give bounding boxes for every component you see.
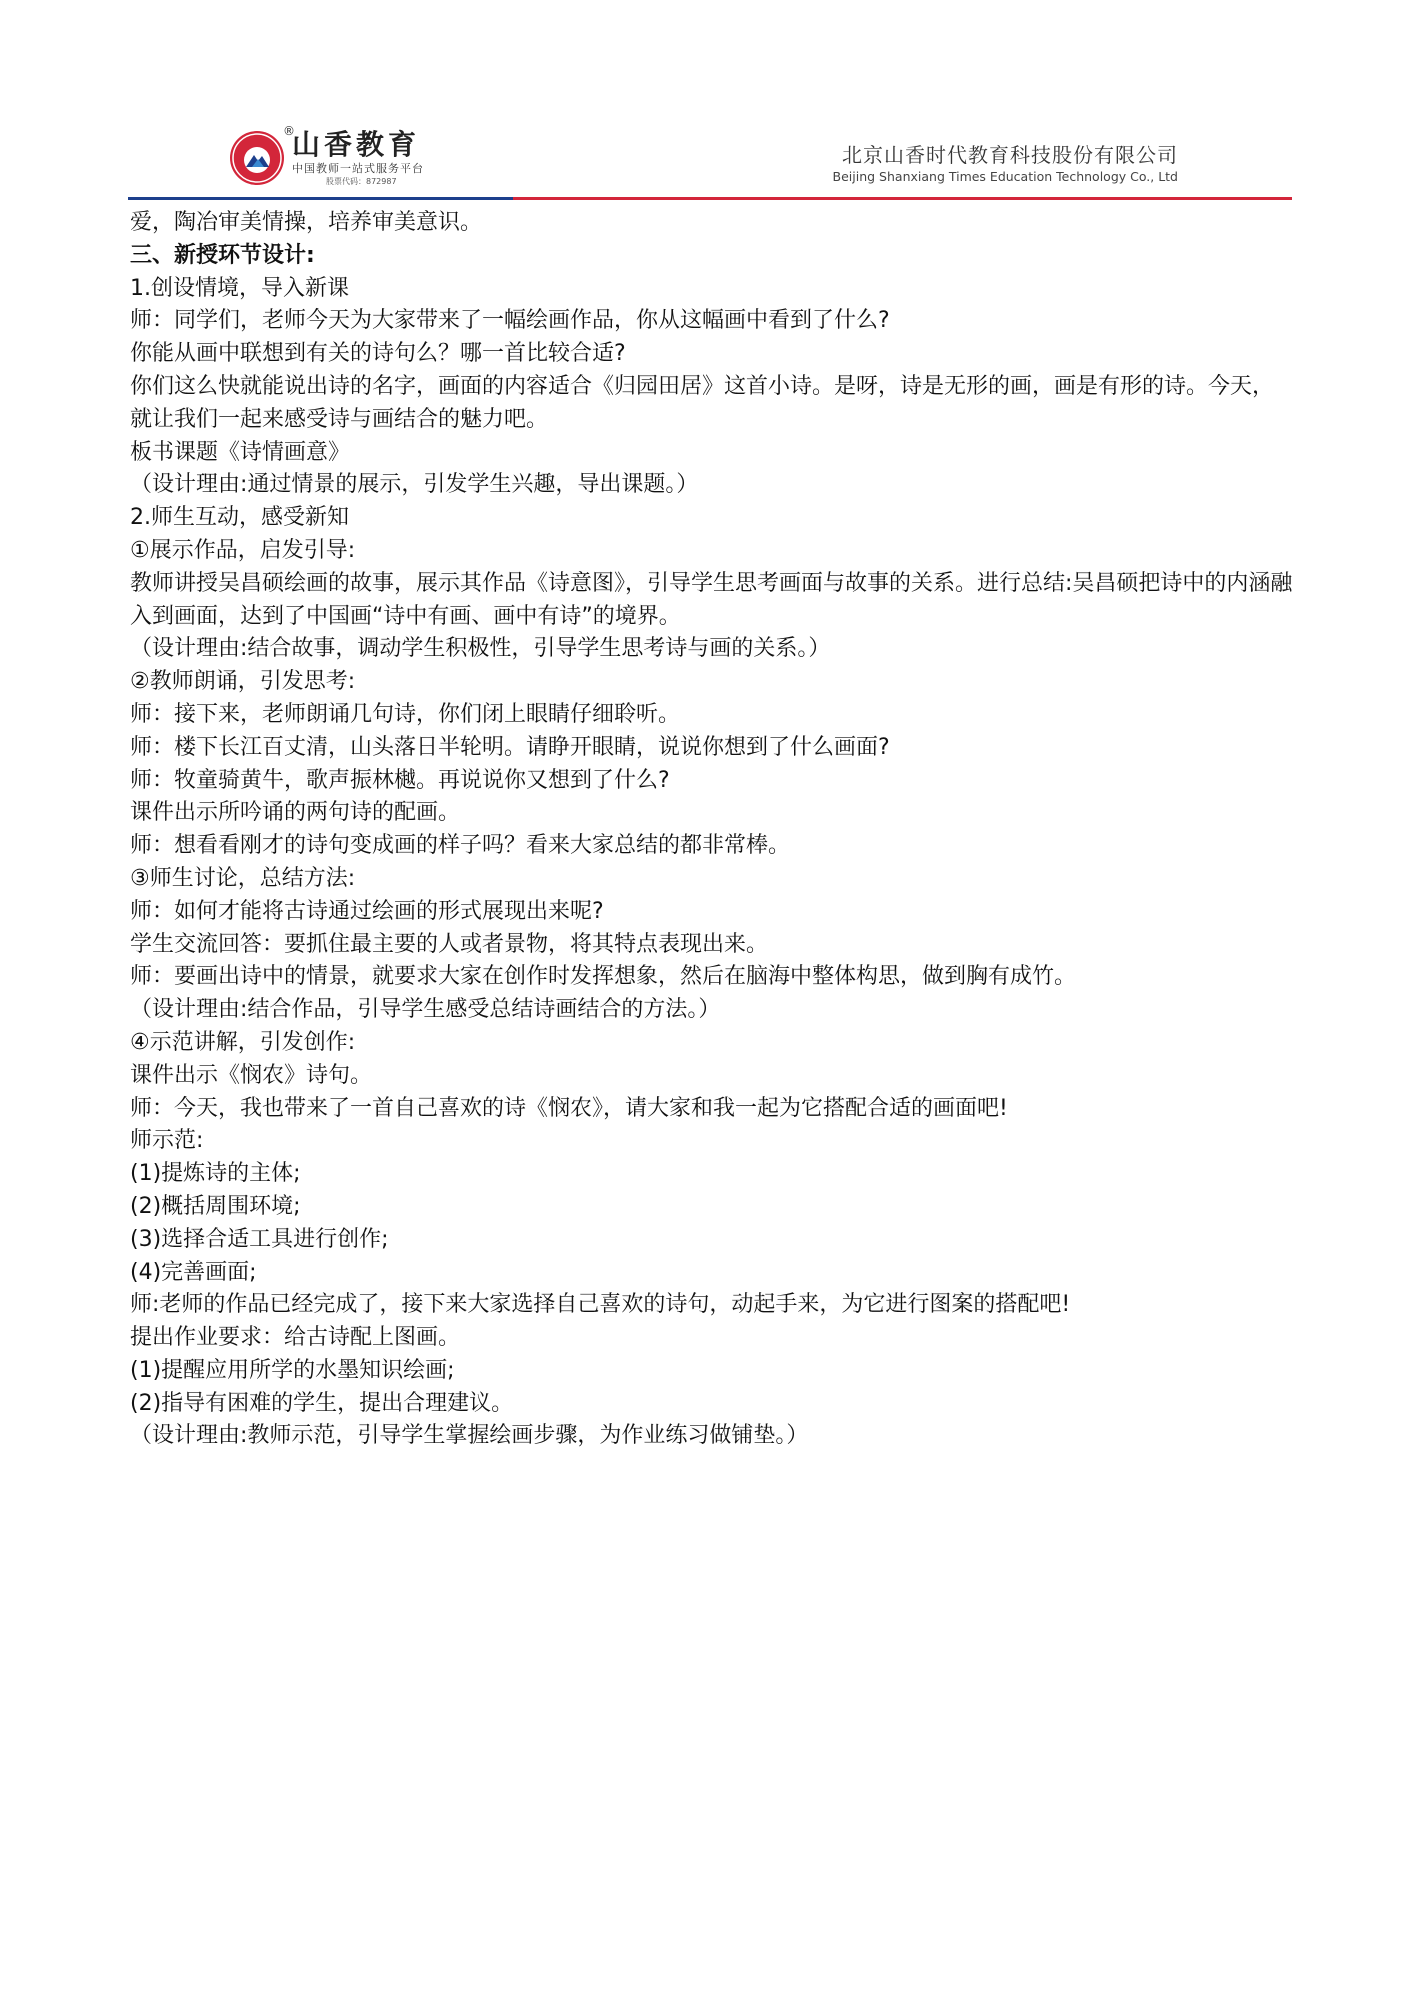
- text-line: 学生交流回答：要抓住最主要的人或者景物，将其特点表现出来。: [130, 931, 769, 957]
- text-line: ④示范讲解，引发创作:: [130, 1029, 356, 1055]
- text-line: 课件出示所吟诵的两句诗的配画。: [130, 800, 461, 826]
- text-line: (2)概括周围环境;: [130, 1193, 301, 1219]
- text-line: 师：牧童骑黄牛，歌声振林樾。再说说你又想到了什么?: [130, 767, 670, 793]
- text-line: ①展示作品，启发引导:: [130, 537, 356, 563]
- text-line: ③师生讨论，总结方法:: [130, 865, 356, 891]
- text-line: 师：想看看刚才的诗句变成画的样子吗？看来大家总结的都非常棒。: [130, 833, 791, 859]
- text-line: （设计理由:结合作品，引导学生感受总结诗画结合的方法。）: [130, 997, 721, 1023]
- text-line: 板书课题《诗情画意》: [130, 439, 351, 465]
- registered-mark: ®: [283, 124, 295, 138]
- shanxiang-emblem-icon: [230, 131, 284, 185]
- text-line: (1)提炼诗的主体;: [130, 1161, 301, 1187]
- logo-title: 山香教育: [292, 128, 421, 161]
- logo-subtitle: 中国教师一站式服务平台: [292, 162, 424, 175]
- text-line: （设计理由:教师示范，引导学生掌握绘画步骤，为作业练习做铺垫。）: [130, 1423, 809, 1449]
- text-line: 2.师生互动，感受新知: [130, 505, 349, 531]
- logo-stock-code: 股票代码：872987: [326, 177, 397, 186]
- company-name-cn: 北京山香时代教育科技股份有限公司: [842, 143, 1178, 167]
- text-line: 课件出示《悯农》诗句。: [130, 1062, 373, 1088]
- text-line: 师：今天，我也带来了一首自己喜欢的诗《悯农》，请大家和我一起为它搭配合适的画面吧!: [130, 1095, 1008, 1121]
- company-name: [833, 142, 1178, 186]
- brand-logo: [230, 128, 424, 188]
- document-body: [130, 207, 1295, 1453]
- text-line: 爱，陶冶审美情操，培养审美意识。: [130, 210, 483, 235]
- text-line: 提出作业要求：给古诗配上图画。: [130, 1325, 461, 1351]
- header-divider-red: [513, 197, 1292, 200]
- text-line: 师：如何才能将古诗通过绘画的形式展现出来呢?: [130, 898, 604, 924]
- text-line: 师:老师的作品已经完成了，接下来大家选择自己喜欢的诗句，动起手来，为它进行图案的搭配吧!: [130, 1292, 1071, 1318]
- text-line: 师：要画出诗中的情景，就要求大家在创作时发挥想象，然后在脑海中整体构思，做到胸有成竹。: [130, 964, 1077, 990]
- text-line: (4)完善画面;: [130, 1259, 257, 1285]
- page-header: [0, 0, 1414, 205]
- text-line: 1.创设情境，导入新课: [130, 275, 349, 301]
- text-line: 师：楼下长江百丈清，山头落日半轮明。请睁开眼睛，说说你想到了什么画面?: [130, 734, 890, 760]
- text-line: 师：接下来，老师朗诵几句诗，你们闭上眼睛仔细聆听。: [130, 701, 681, 727]
- text-line: （设计理由:结合故事，调动学生积极性，引导学生思考诗与画的关系。）: [130, 636, 831, 662]
- text-line: （设计理由:通过情景的展示，引发学生兴趣，导出课题。）: [130, 472, 699, 498]
- text-line: (3)选择合适工具进行创作;: [130, 1226, 389, 1252]
- text-line: 你们这么快就能说出诗的名字，画面的内容适合《归园田居》这首小诗。是呀，诗是无形的画，画是有形的诗。今天，就让我们一起来感受诗与画结合的魅力吧。: [130, 373, 1275, 432]
- text-line: (1)提醒应用所学的水墨知识绘画;: [130, 1357, 455, 1383]
- text-line: 教师讲授吴昌硕绘画的故事，展示其作品《诗意图》，引导学生思考画面与故事的关系。进行总结:吴昌硕把诗中的内涵融入到画面，达到了中国画“诗中有画、画中有诗”的境界。: [130, 570, 1293, 629]
- text-line: ②教师朗诵，引发思考:: [130, 669, 356, 695]
- text-line: 师：同学们，老师今天为大家带来了一幅绘画作品，你从这幅画中看到了什么?: [130, 308, 890, 334]
- section-heading: 三、新授环节设计:: [130, 242, 315, 268]
- header-divider: [128, 197, 1292, 200]
- text-line: 你能从画中联想到有关的诗句么？哪一首比较合适?: [130, 341, 626, 367]
- text-line: 师示范:: [130, 1128, 204, 1154]
- company-name-en: Beijing Shanxiang Times Education Technology Co., Ltd: [832, 169, 1178, 184]
- header-divider-blue: [128, 197, 513, 200]
- text-line: (2)指导有困难的学生，提出合理建议。: [130, 1390, 514, 1416]
